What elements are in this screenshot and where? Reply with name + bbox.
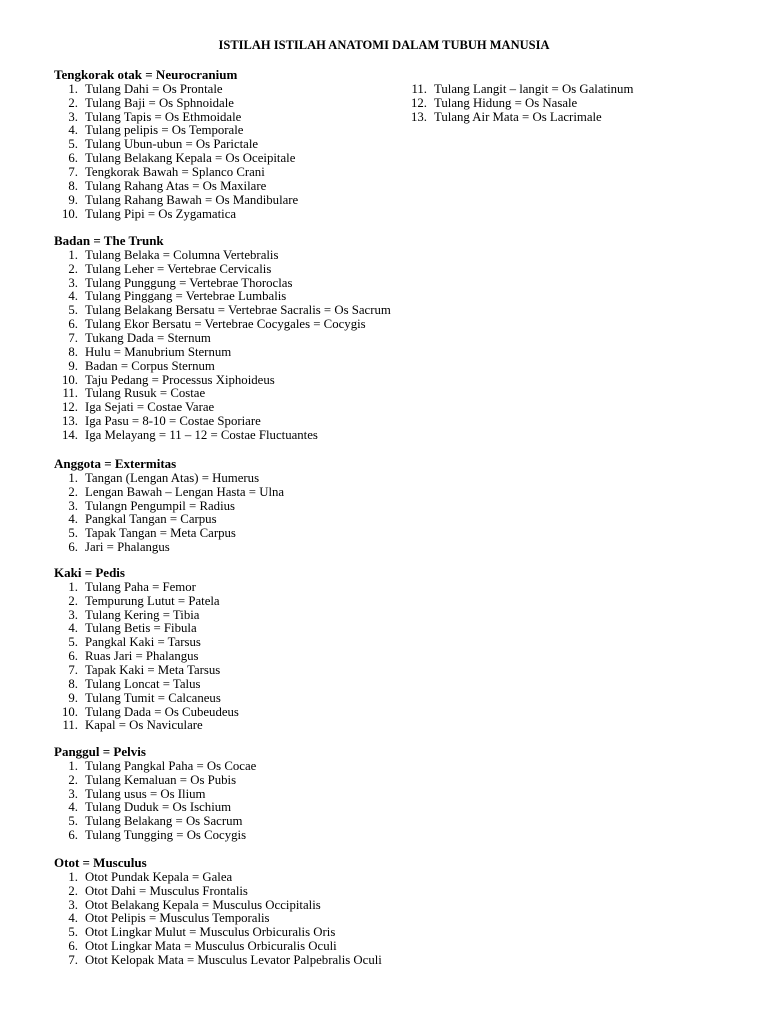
list-item-text: Tukang Dada = Sternum bbox=[85, 330, 211, 345]
list-item-text: Tulang Tumit = Calcaneus bbox=[85, 690, 221, 705]
list-item-text: Tulang Dahi = Os Prontale bbox=[85, 81, 223, 96]
list-item-number: 6. bbox=[68, 151, 78, 166]
list-item-text: Tulang Ekor Bersatu = Vertebrae Cocygales = Cocygis bbox=[85, 317, 366, 332]
list-item-text: Tulang Ubun-ubun = Os Parictale bbox=[85, 137, 259, 152]
list-item-number: 7. bbox=[68, 330, 78, 345]
list-item-text: Tulang Baji = Os Sphnoidale bbox=[85, 95, 234, 110]
list-item-text: Tempurung Lutut = Patela bbox=[85, 593, 220, 608]
list-item-text: Otot Lingkar Mulut = Musculus Orbicuralis Oris bbox=[85, 925, 336, 940]
list-item-number: 12. bbox=[411, 95, 427, 110]
list-item-number: 6. bbox=[68, 649, 78, 664]
list-item-text: Lengan Bawah – Lengan Hasta = Ulna bbox=[85, 484, 285, 499]
list-item-number: 8. bbox=[68, 676, 78, 691]
list-item-number: 4. bbox=[68, 621, 78, 636]
list-item-text: Tulang Kemaluan = Os Pubis bbox=[85, 772, 237, 787]
list-item-text: Otot Lingkar Mata = Musculus Orbicuralis Oculi bbox=[85, 939, 337, 954]
list-item-number: 2. bbox=[68, 772, 78, 787]
list-item-number: 3. bbox=[68, 498, 78, 513]
list-item-number: 13. bbox=[62, 414, 78, 429]
list-item-text: Iga Pasu = 8-10 = Costae Sporiare bbox=[85, 414, 261, 429]
list-item-text: Hulu = Manubrium Sternum bbox=[85, 344, 232, 359]
list-item-number: 8. bbox=[68, 178, 78, 193]
list-item-number: 11. bbox=[62, 718, 78, 733]
list-item-text: Tulang Punggung = Vertebrae Thoroclas bbox=[85, 275, 293, 290]
list-item-text: Tengkorak Bawah = Splanco Crani bbox=[85, 164, 265, 179]
list-item-number: 11. bbox=[411, 81, 427, 96]
list-item-text: Iga Sejati = Costae Varae bbox=[85, 400, 215, 415]
list-item-text: Tulang Leher = Vertebrae Cervicalis bbox=[85, 261, 272, 276]
list-item-number: 12. bbox=[62, 400, 78, 415]
list-item-number: 4. bbox=[68, 123, 78, 138]
list-item-number: 7. bbox=[68, 662, 78, 677]
list-item-text: Ruas Jari = Phalangus bbox=[85, 649, 199, 664]
list-item-text: Otot Kelopak Mata = Musculus Levator Palpebralis Oculi bbox=[85, 952, 382, 967]
list-item-text: Iga Melayang = 11 – 12 = Costae Fluctuantes bbox=[85, 427, 318, 442]
list-item-number: 6. bbox=[68, 939, 78, 954]
section-heading: Otot = Musculus bbox=[54, 855, 147, 870]
list-item-text: Pangkal Tangan = Carpus bbox=[85, 512, 217, 527]
list-item-text: Badan = Corpus Sternum bbox=[85, 358, 215, 373]
list-item-number: 4. bbox=[68, 512, 78, 527]
list-item-number: 5. bbox=[68, 526, 78, 541]
list-item-text: Tangan (Lengan Atas) = Humerus bbox=[85, 470, 260, 485]
list-item-number: 4. bbox=[68, 911, 78, 926]
list-item-number: 9. bbox=[68, 690, 78, 705]
section-heading: Panggul = Pelvis bbox=[54, 744, 146, 759]
list-item-text: Tulang Air Mata = Os Lacrimale bbox=[434, 109, 602, 124]
list-item-text: Tulang pelipis = Os Temporale bbox=[85, 123, 244, 138]
list-item-text: Tulang Belaka = Columna Vertebralis bbox=[85, 247, 279, 262]
list-item-number: 2. bbox=[68, 883, 78, 898]
list-item-number: 5. bbox=[68, 635, 78, 650]
list-item-text: Tulang Loncat = Talus bbox=[85, 676, 201, 691]
list-item-number: 5. bbox=[68, 814, 78, 829]
list-item-number: 1. bbox=[68, 247, 78, 262]
list-item-number: 3. bbox=[68, 786, 78, 801]
list-item-text: Tulang Pangkal Paha = Os Cocae bbox=[85, 758, 257, 773]
list-item-number: 7. bbox=[68, 952, 78, 967]
list-item-text: Taju Pedang = Processus Xiphoideus bbox=[85, 372, 275, 387]
list-item-text: Otot Pundak Kepala = Galea bbox=[85, 869, 233, 884]
list-item-number: 6. bbox=[68, 317, 78, 332]
list-item-number: 3. bbox=[68, 897, 78, 912]
list-item-number: 7. bbox=[68, 164, 78, 179]
list-item-number: 4. bbox=[68, 289, 78, 304]
list-item-number: 5. bbox=[68, 137, 78, 152]
list-item-number: 1. bbox=[68, 758, 78, 773]
list-item-number: 14. bbox=[62, 427, 78, 442]
list-item-number: 2. bbox=[68, 95, 78, 110]
list-item-text: Tulang Belakang Bersatu = Vertebrae Sacralis = Os Sacrum bbox=[85, 303, 391, 318]
list-item-text: Tulang Tungging = Os Cocygis bbox=[85, 828, 247, 843]
list-item-text: Tulang Rahang Atas = Os Maxilare bbox=[85, 178, 267, 193]
list-item-text: Tulang Belakang Kepala = Os Oceipitale bbox=[85, 151, 296, 166]
list-item-number: 6. bbox=[68, 540, 78, 555]
list-item-number: 4. bbox=[68, 800, 78, 815]
list-item-number: 5. bbox=[68, 303, 78, 318]
list-item-number: 1. bbox=[68, 579, 78, 594]
list-item-text: Otot Belakang Kepala = Musculus Occipitalis bbox=[85, 897, 321, 912]
list-item-number: 3. bbox=[68, 109, 78, 124]
list-item-number: 10. bbox=[62, 704, 78, 719]
list-item-text: Tulang Dada = Os Cubeudeus bbox=[85, 704, 239, 719]
list-item-number: 13. bbox=[411, 109, 427, 124]
list-item-text: Tulangn Pengumpil = Radius bbox=[85, 498, 236, 513]
list-item-text: Tulang Pipi = Os Zygamatica bbox=[85, 206, 237, 221]
list-item-number: 1. bbox=[68, 470, 78, 485]
list-item-text: Tulang Betis = Fibula bbox=[85, 621, 197, 636]
list-item-text: Tulang Duduk = Os Ischium bbox=[85, 800, 232, 815]
list-item-text: Tulang Belakang = Os Sacrum bbox=[85, 814, 243, 829]
list-item-text: Tulang Tapis = Os Ethmoidale bbox=[85, 109, 242, 124]
section-heading: Tengkorak otak = Neurocranium bbox=[54, 67, 238, 82]
list-item-number: 1. bbox=[68, 81, 78, 96]
list-item-number: 2. bbox=[68, 593, 78, 608]
list-item-number: 6. bbox=[68, 828, 78, 843]
section-heading: Badan = The Trunk bbox=[54, 233, 164, 248]
list-item-text: Tulang Paha = Femor bbox=[85, 579, 196, 594]
list-item-number: 9. bbox=[68, 358, 78, 373]
list-item-number: 10. bbox=[62, 206, 78, 221]
list-item-text: Otot Pelipis = Musculus Temporalis bbox=[85, 911, 270, 926]
list-item-text: Tulang usus = Os Ilium bbox=[85, 786, 206, 801]
section-heading: Kaki = Pedis bbox=[54, 565, 125, 580]
list-item-text: Jari = Phalangus bbox=[85, 540, 170, 555]
list-item-number: 11. bbox=[62, 386, 78, 401]
list-item-text: Tapak Kaki = Meta Tarsus bbox=[85, 662, 221, 677]
list-item-number: 1. bbox=[68, 869, 78, 884]
section-heading: Anggota = Extermitas bbox=[54, 456, 177, 471]
list-item-text: Kapal = Os Naviculare bbox=[85, 718, 203, 733]
list-item-text: Pangkal Kaki = Tarsus bbox=[85, 635, 201, 650]
list-item-text: Tulang Pinggang = Vertebrae Lumbalis bbox=[85, 289, 287, 304]
list-item-number: 10. bbox=[62, 372, 78, 387]
list-item-text: Tulang Rahang Bawah = Os Mandibulare bbox=[85, 192, 299, 207]
list-item-text: Tulang Kering = Tibia bbox=[85, 607, 200, 622]
list-item-number: 2. bbox=[68, 484, 78, 499]
list-item-number: 5. bbox=[68, 925, 78, 940]
list-item-text: Tapak Tangan = Meta Carpus bbox=[85, 526, 236, 541]
list-item-text: Otot Dahi = Musculus Frontalis bbox=[85, 883, 248, 898]
list-item-number: 3. bbox=[68, 275, 78, 290]
list-item-text: Tulang Hidung = Os Nasale bbox=[434, 95, 578, 110]
list-item-number: 2. bbox=[68, 261, 78, 276]
list-item-number: 9. bbox=[68, 192, 78, 207]
list-item-text: Tulang Langit – langit = Os Galatinum bbox=[434, 81, 634, 96]
page-title: ISTILAH ISTILAH ANATOMI DALAM TUBUH MANUSIA bbox=[218, 38, 550, 52]
list-item-text: Tulang Rusuk = Costae bbox=[85, 386, 206, 401]
list-item-number: 3. bbox=[68, 607, 78, 622]
list-item-number: 8. bbox=[68, 344, 78, 359]
